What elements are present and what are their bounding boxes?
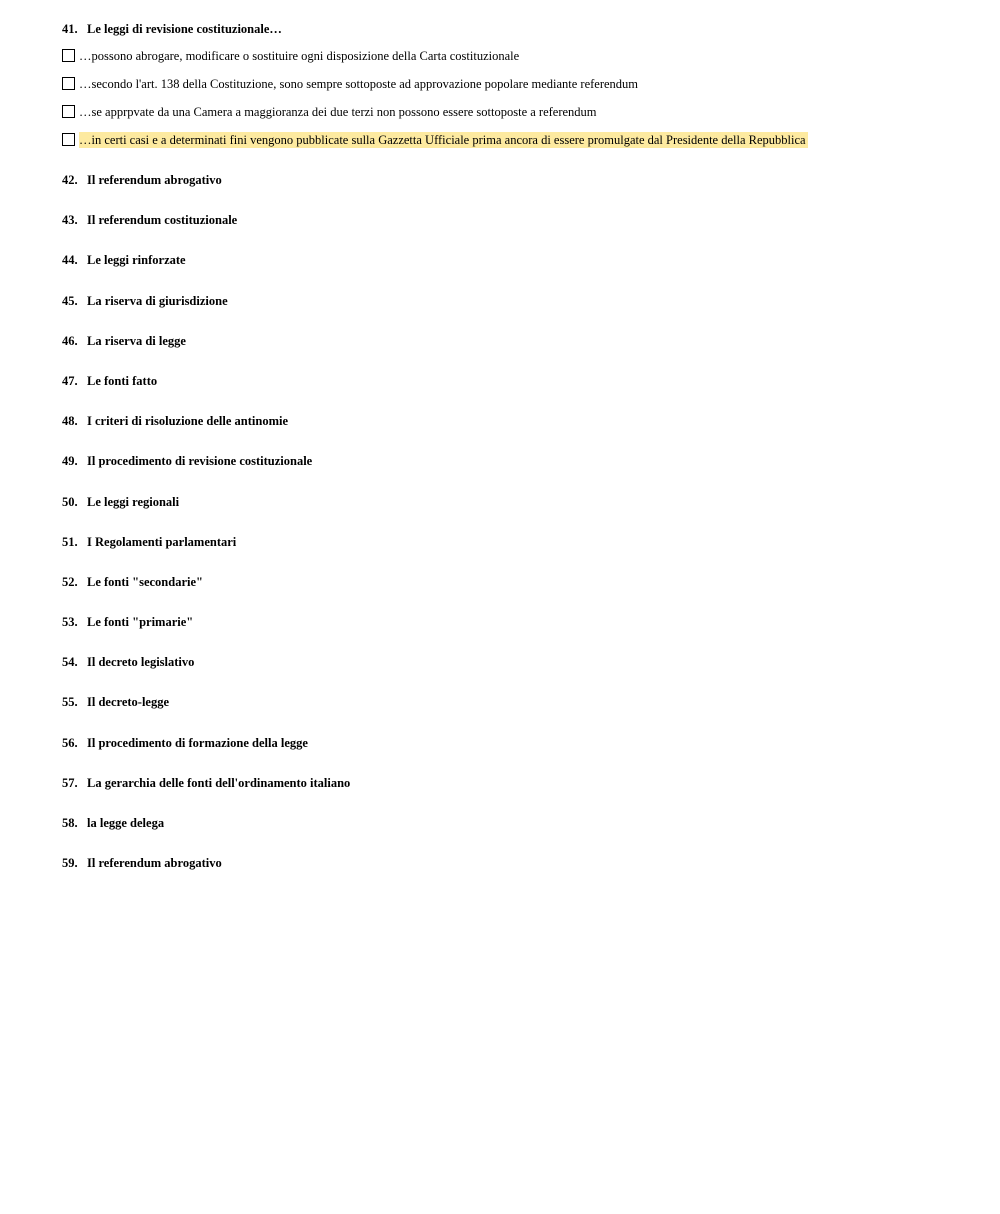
question-item <box>62 294 350 334</box>
question-item <box>62 695 350 735</box>
answer-option-text-highlighted: …in certi casi e a determinati fini vengono pubblicate sulla Gazzetta Ufficiale prima ancora di essere promulgate dal Presidente della Repubblica <box>79 133 806 147</box>
answer-checkbox[interactable] <box>62 49 75 62</box>
question-number: 44. <box>62 253 78 268</box>
question-title: Il decreto-legge <box>87 695 170 710</box>
question-item <box>62 535 350 575</box>
answer-options <box>62 48 808 160</box>
question-list <box>62 173 350 896</box>
question-item <box>62 655 350 695</box>
question-item <box>62 856 350 896</box>
question-number: 47. <box>62 373 78 388</box>
question-title: La gerarchia delle fonti dell'ordinamento italiano <box>87 775 351 790</box>
question-title: Il referendum abrogativo <box>87 856 222 871</box>
question-number: 57. <box>62 775 78 790</box>
answer-option-text: …secondo l'art. 138 della Costituzione, sono sempre sottoposte ad approvazione popolare mediante referendum <box>79 77 639 91</box>
question-title: I criteri di risoluzione delle antinomie <box>87 414 289 429</box>
question-number: 45. <box>62 293 78 308</box>
question-item <box>62 213 350 253</box>
question-item <box>62 334 350 374</box>
question-title: La riserva di legge <box>87 333 186 348</box>
question-number: 46. <box>62 333 78 348</box>
question-number: 51. <box>62 534 78 549</box>
question-item <box>62 615 350 655</box>
question-title: Le leggi di revisione costituzionale… <box>87 22 282 36</box>
question-title: Il referendum costituzionale <box>87 213 238 228</box>
question-number: 58. <box>62 816 78 830</box>
question-number: 50. <box>62 494 78 509</box>
question-title: Il procedimento di revisione costituzionale <box>87 454 313 469</box>
question-title: Le fonti "primarie" <box>87 615 194 630</box>
answer-option <box>62 132 808 160</box>
question-title: Il decreto legislativo <box>87 655 195 670</box>
question-number: 49. <box>62 454 78 469</box>
question-number: 59. <box>62 856 78 871</box>
question-title: La riserva di giurisdizione <box>87 293 228 308</box>
question-title: Il procedimento di formazione della legge <box>87 735 308 750</box>
answer-option-text: …possono abrogare, modificare o sostituire ogni disposizione della Carta costituzionale <box>79 49 520 63</box>
question-number: 48. <box>62 414 78 429</box>
question-title: I Regolamenti parlamentari <box>87 534 237 549</box>
question-item <box>62 454 350 494</box>
answer-option <box>62 48 808 76</box>
question-number: 43. <box>62 213 78 228</box>
question-number: 55. <box>62 695 78 710</box>
question-number: 53. <box>62 615 78 630</box>
question-title: Le leggi rinforzate <box>87 253 186 268</box>
question-item <box>62 414 350 454</box>
question-title: Le leggi regionali <box>87 494 180 509</box>
question-item <box>62 495 350 535</box>
answer-checkbox[interactable] <box>62 105 75 118</box>
answer-option-text: …se apprpvate da una Camera a maggioranza dei due terzi non possono essere sottoposte a referendum <box>79 105 597 119</box>
question-number: 42. <box>62 173 78 187</box>
question-item <box>62 816 350 856</box>
question-number: 41. <box>62 22 78 36</box>
question-number: 52. <box>62 574 78 589</box>
question-title: Le fonti fatto <box>87 373 158 388</box>
question-number: 56. <box>62 735 78 750</box>
question-item <box>62 253 350 293</box>
question-41-heading <box>62 22 282 37</box>
answer-option <box>62 76 808 104</box>
question-title: Il referendum abrogativo <box>87 173 222 187</box>
answer-option <box>62 104 808 132</box>
answer-checkbox[interactable] <box>62 133 75 146</box>
question-item <box>62 776 350 816</box>
question-title: Le fonti "secondarie" <box>87 574 203 589</box>
question-title: la legge delega <box>87 816 165 830</box>
question-item <box>62 736 350 776</box>
question-item <box>62 575 350 615</box>
question-item <box>62 173 350 213</box>
question-number: 54. <box>62 655 78 670</box>
answer-checkbox[interactable] <box>62 77 75 90</box>
question-item <box>62 374 350 414</box>
